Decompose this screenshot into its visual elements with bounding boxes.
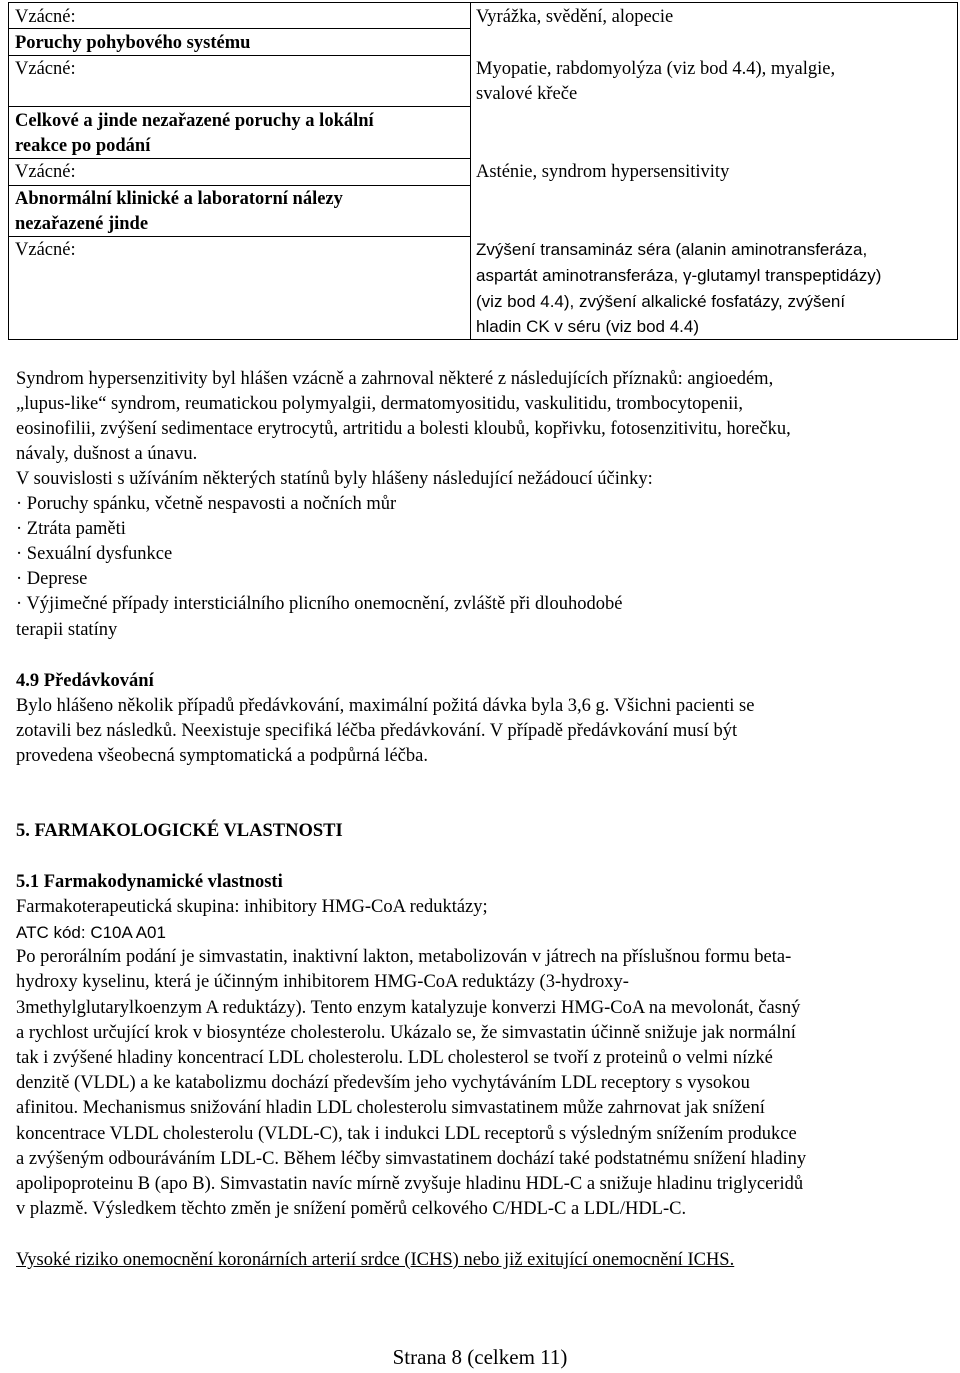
table-cell-organ-class: nezařazené jinde [15, 214, 149, 234]
ichs-subheading: Vysoké riziko onemocnění koronárních arterií srdce (ICHS) nebo již exitující onemocnění ICHS. [16, 1250, 735, 1270]
table-cell-effect: (viz bod 4.4), zvýšení alkalické fosfatázy, zvýšení [476, 292, 846, 311]
section-heading-overdose: 4.9 Předávkování [16, 671, 154, 691]
list-item: · Sexuální dysfunkce [16, 544, 173, 564]
paragraph-line: koncentrace VLDL cholesterolu (VLDL-C), tak i indukci LDL receptorů s výsledným snížením produkce [16, 1124, 797, 1144]
paragraph-line: tak i zvýšené hladiny koncentrací LDL cholesterolu. LDL cholesterol se tvoří z proteinů o velmi nízké [16, 1048, 773, 1068]
paragraph-line: hydroxy kyselinu, která je účinným inhibitorem HMG-CoA reduktázy (3-hydroxy- [16, 972, 629, 992]
paragraph-line: denzitě (VLDL) a ke katabolizmu dochází především jeho vychytáváním LDL receptory s vysokou [16, 1073, 750, 1093]
paragraph-line: návaly, dušnost a únavu. [16, 444, 198, 464]
table-column-divider [470, 3, 471, 339]
subsection-heading-pharmacodynamics: 5.1 Farmakodynamické vlastnosti [16, 872, 283, 892]
section-heading-pharmacology: 5. FARMAKOLOGICKÉ VLASTNOSTI [16, 821, 343, 841]
atc-code: ATC kód: C10A A01 [16, 923, 166, 942]
paragraph-line: Farmakoterapeutická skupina: inhibitory HMG-CoA reduktázy; [16, 897, 488, 917]
paragraph-line: eosinofilii, zvýšení sedimentace erytrocytů, artritidu a bolesti kloubů, kopřivku, fotosenzitivitu, horečku, [16, 419, 791, 439]
table-cell-organ-class: reakce po podání [15, 136, 151, 156]
table-cell-effect: Asténie, syndrom hypersensitivity [476, 162, 730, 182]
paragraph-line: apolipoproteinu B (apo B). Simvastatin navíc mírně zvyšuje hladinu HDL-C a snižuje hladinu triglyceridů [16, 1174, 804, 1194]
table-cell-organ-class: Abnormální klinické a laboratorní nálezy [15, 189, 343, 209]
paragraph-line: afinitou. Mechanismus snižování hladin LDL cholesterolu simvastatinem může zahrnovat jak snížení [16, 1098, 765, 1118]
paragraph-line: Bylo hlášeno několik případů předávkování, maximální požitá dávka byla 3,6 g. Všichni pacienti se [16, 696, 755, 716]
paragraph-line: Syndrom hypersenzitivity byl hlášen vzácně a zahrnoval některé z následujících příznaků: angioedém, [16, 369, 774, 389]
paragraph-line: a rychlost určující krok v biosyntéze cholesterolu. Ukázalo se, že simvastatin účinně snižuje jak normální [16, 1023, 796, 1043]
list-item: · Výjimečné případy intersticiálního plicního onemocnění, zvláště při dlouhodobé [16, 594, 623, 614]
paragraph-line: zotavili bez následků. Neexistuje specifiká léčba předávkování. V případě předávkování musí být [16, 721, 738, 741]
paragraph-line: provedena všeobecná symptomatická a podpůrná léčba. [16, 746, 428, 766]
page-footer: Strana 8 (celkem 11) [392, 1345, 568, 1369]
table-row-divider [9, 28, 470, 29]
list-intro: V souvislosti s užíváním některých statínů byly hlášeny následující nežádoucí účinky: [16, 469, 653, 489]
paragraph-line: 3methylglutarylkoenzym A reduktázy). Tento enzym katalyzuje konverzi HMG-CoA na mevolonát, časný [16, 998, 801, 1018]
list-item-continuation: terapii statíny [16, 620, 118, 640]
table-cell-organ-class: Poruchy pohybového systému [15, 33, 251, 53]
table-cell-effect: Zvýšení transamináz séra (alanin aminotransferáza, [476, 240, 868, 259]
table-cell-frequency: Vzácné: [15, 240, 76, 260]
list-item: · Poruchy spánku, včetně nespavosti a nočních můr [16, 494, 397, 514]
paragraph-line: v plazmě. Výsledkem těchto změn je snížení poměrů celkového C/HDL-C a LDL/HDL-C. [16, 1199, 687, 1219]
paragraph-line: Po perorálním podání je simvastatin, inaktivní lakton, metabolizován v játrech na příslušnou formu beta- [16, 947, 792, 967]
table-cell-frequency: Vzácné: [15, 162, 76, 182]
table-cell-frequency: Vzácné: [15, 59, 76, 79]
paragraph-line: „lupus-like“ syndrom, reumatickou polymyalgii, dermatomyositidu, vaskulitidu, trombocytopenii, [16, 394, 744, 414]
adverse-effects-table [8, 2, 958, 340]
table-cell-effect: Vyrážka, svědění, alopecie [476, 7, 674, 27]
table-cell-effect: svalové křeče [476, 84, 578, 104]
table-cell-effect: Myopatie, rabdomyolýza (viz bod 4.4), myalgie, [476, 59, 836, 79]
list-item: · Deprese [16, 569, 88, 589]
table-cell-effect: aspartát aminotransferáza, γ-glutamyl transpeptidázy) [476, 266, 882, 285]
table-cell-frequency: Vzácné: [15, 7, 76, 27]
table-cell-effect: hladin CK v séru (viz bod 4.4) [476, 317, 699, 336]
list-item: · Ztráta paměti [16, 519, 126, 539]
table-row-divider [9, 106, 470, 107]
table-cell-organ-class: Celkové a jinde nezařazené poruchy a lokální [15, 111, 374, 131]
paragraph-line: a zvýšeným odbouráváním LDL-C. Během léčby simvastatinem dochází také podstatnému snížení hladiny [16, 1149, 807, 1169]
